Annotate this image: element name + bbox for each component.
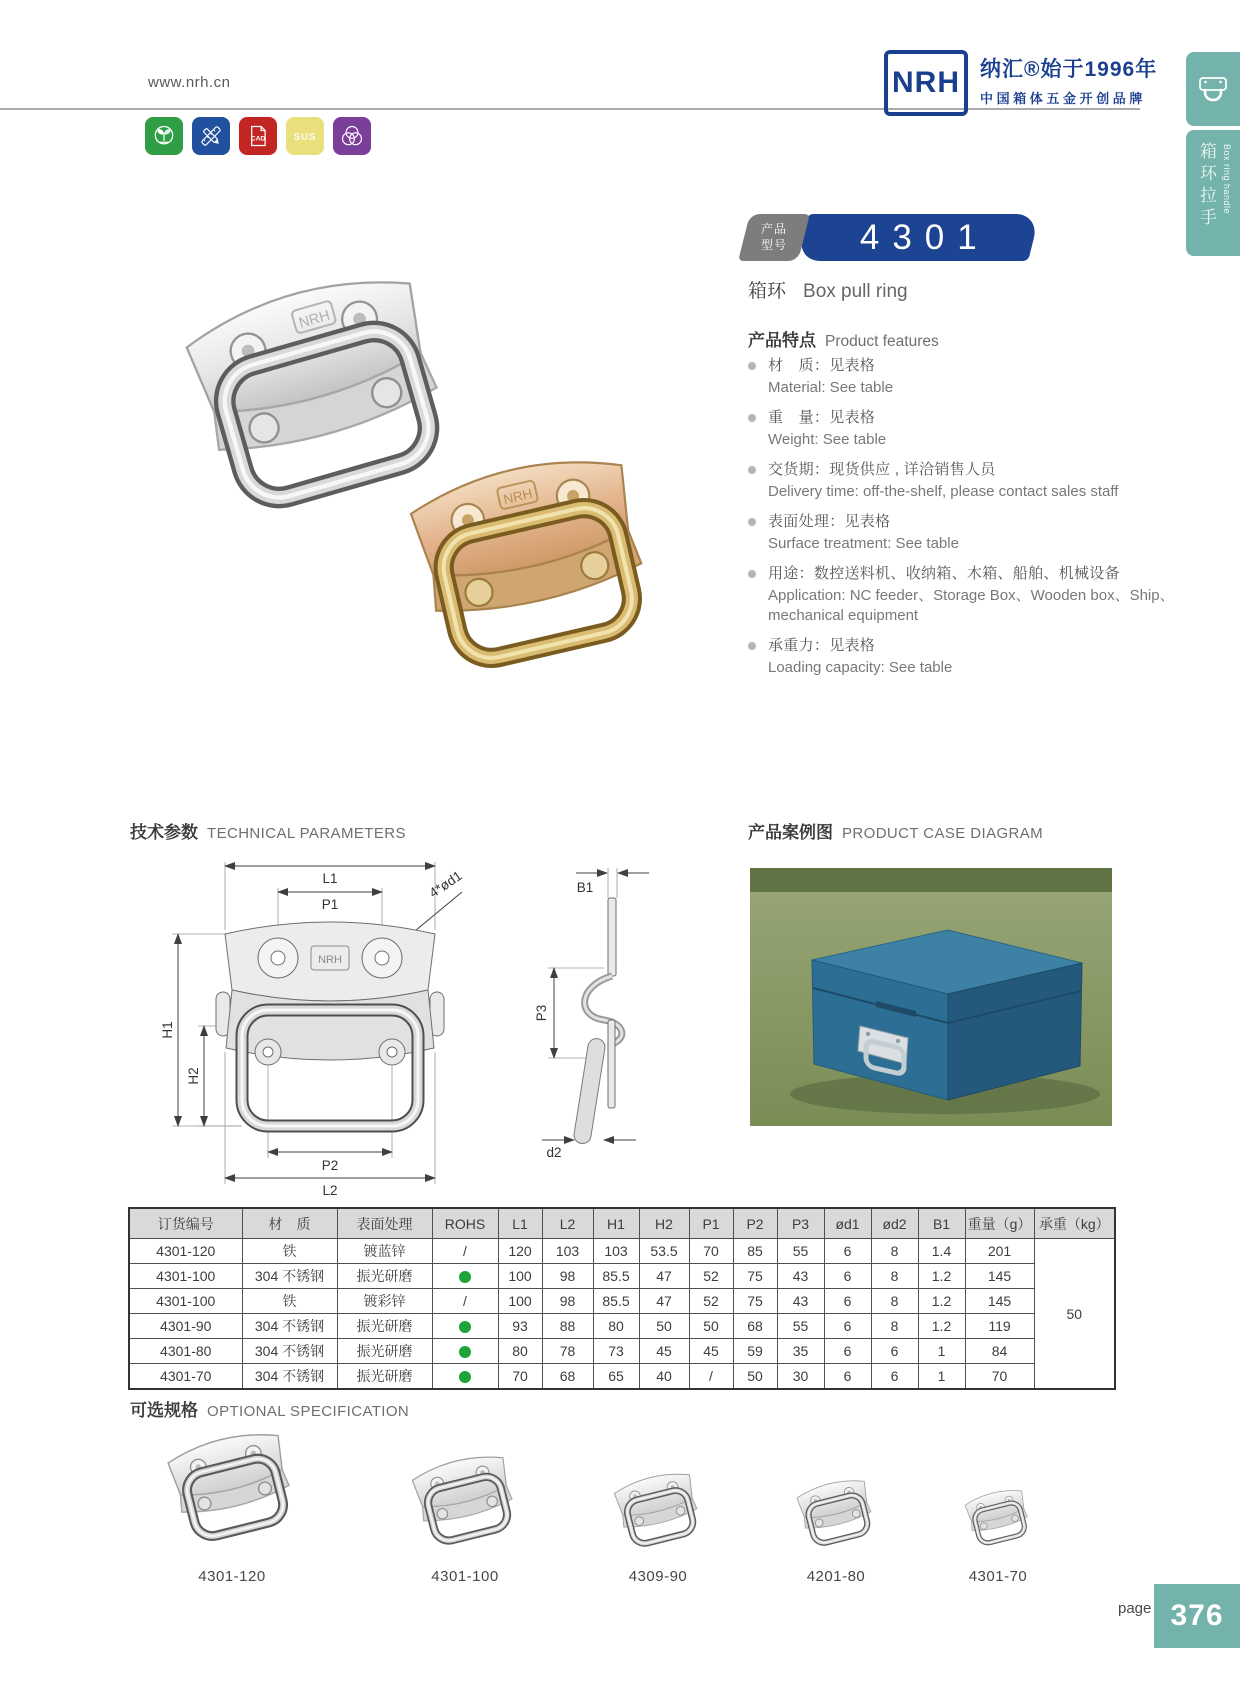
handle-logo-stamp: NRH: [297, 307, 332, 332]
table-row: [129, 1314, 1115, 1339]
feature-item: [748, 636, 1228, 678]
spec-cell: 6: [871, 1364, 918, 1390]
order-number-cell: 4301-80: [129, 1339, 242, 1364]
feature-list: [748, 356, 1228, 688]
order-number-cell: 4301-70: [129, 1364, 242, 1390]
spec-cell: 50: [733, 1364, 777, 1390]
product-name: [748, 276, 908, 303]
side-tab-section: [1186, 130, 1240, 256]
feature-item: [748, 408, 1228, 450]
table-row: [129, 1289, 1115, 1314]
load-capacity-cell: 50: [1034, 1239, 1115, 1390]
dim-d2: d2: [546, 1145, 562, 1160]
spec-cell: 镀蓝锌: [337, 1239, 432, 1264]
drawing-logo-stamp: NRH: [318, 954, 342, 966]
spec-cell: 145: [965, 1264, 1034, 1289]
side-tab-label-en: Box ring handle: [1222, 144, 1232, 215]
spec-cell: 75: [733, 1289, 777, 1314]
optional-handle-image: [600, 1460, 716, 1557]
order-number-cell: 4301-100: [129, 1289, 242, 1314]
bullet-dot: [748, 362, 756, 370]
side-tab-label-zh: 箱环拉手: [1197, 142, 1216, 230]
feature-text-en: Surface treatment: See table: [768, 535, 959, 552]
dim-p3: P3: [534, 1004, 549, 1022]
spec-cell: 40: [639, 1364, 689, 1390]
page-number: 376: [1170, 1599, 1224, 1632]
page-label: page: [1118, 1600, 1152, 1617]
product-photo: [130, 228, 690, 708]
spec-cell: 73: [593, 1339, 639, 1364]
brand-slogan: 纳汇®始于1996年: [980, 58, 1158, 81]
spec-cell: 6: [824, 1339, 871, 1364]
eco-plant-icon: [145, 117, 183, 155]
optional-model-label: 4201-80: [806, 1568, 866, 1585]
spec-cell: 98: [542, 1264, 593, 1289]
spec-cell: 1.4: [918, 1239, 965, 1264]
column-header: H1: [593, 1208, 639, 1239]
optional-model-label: 4301-100: [431, 1568, 499, 1585]
optional-model-label: 4301-120: [198, 1568, 266, 1585]
spec-cell: 振光研磨: [337, 1314, 432, 1339]
tech-params-en: TECHNICAL PARAMETERS: [207, 825, 406, 842]
optional-spec-en: OPTIONAL SPECIFICATION: [207, 1403, 410, 1420]
badge-line2: 型号: [760, 237, 787, 252]
spec-cell: 85.5: [593, 1289, 639, 1314]
dim-hole-note: 4*ød1: [426, 867, 465, 901]
spec-cell: 8: [871, 1289, 918, 1314]
bullet-dot: [748, 518, 756, 526]
spec-cell: 6: [871, 1339, 918, 1364]
case-photo: [750, 868, 1112, 1126]
spec-cell: 120: [498, 1239, 542, 1264]
feature-item: [748, 460, 1228, 502]
column-header: L1: [498, 1208, 542, 1239]
dim-h2: H2: [186, 1067, 201, 1085]
spec-cell: 振光研磨: [337, 1339, 432, 1364]
spec-cell: 59: [733, 1339, 777, 1364]
optional-model-label: 4301-70: [968, 1568, 1028, 1585]
spec-table-body: [129, 1239, 1115, 1390]
spec-cell: 201: [965, 1239, 1034, 1264]
bullet-dot: [748, 466, 756, 474]
model-banner: [796, 214, 1040, 261]
bullet-dot: [748, 414, 756, 422]
column-header: L2: [542, 1208, 593, 1239]
optional-handle-image: [395, 1440, 535, 1557]
spec-table: [128, 1207, 1116, 1390]
badge-line1: 产品: [760, 221, 787, 236]
table-row: [129, 1264, 1115, 1289]
spec-cell: 8: [871, 1264, 918, 1289]
spec-cell: 6: [824, 1314, 871, 1339]
spec-cell: 78: [542, 1339, 593, 1364]
sus-material-icon: [286, 117, 324, 155]
spec-cell: 55: [777, 1314, 824, 1339]
cad-label: CAD: [250, 135, 266, 143]
feature-text-zh: 重 量：见表格: [768, 409, 876, 426]
spec-cell: 47: [639, 1264, 689, 1289]
spec-cell: 304 不锈钢: [242, 1364, 337, 1390]
spec-cell: 35: [777, 1339, 824, 1364]
feature-item: [748, 512, 1228, 554]
case-diagram-heading: [748, 818, 1043, 843]
rohs-pass-dot: [459, 1271, 471, 1283]
spec-cell: 6: [824, 1264, 871, 1289]
spec-cell: 53.5: [639, 1239, 689, 1264]
sus-label: SUS: [293, 131, 317, 143]
feature-text-en: Weight: See table: [768, 431, 887, 448]
cad-file-icon: [239, 117, 277, 155]
spec-cell: 43: [777, 1289, 824, 1314]
feature-text-zh: 材 质：见表格: [768, 357, 876, 374]
spec-cell: 85: [733, 1239, 777, 1264]
column-header: ROHS: [432, 1208, 498, 1239]
spec-cell: 119: [965, 1314, 1034, 1339]
column-header: P2: [733, 1208, 777, 1239]
feature-text-zh: 表面处理：见表格: [768, 513, 891, 530]
model-badge: [738, 214, 810, 261]
spec-cell: 80: [593, 1314, 639, 1339]
features-title-zh: 产品特点: [748, 331, 816, 350]
spec-cell: 80: [498, 1339, 542, 1364]
feature-text-en: Material: See table: [768, 379, 894, 396]
column-header: 重量（g）: [965, 1208, 1034, 1239]
spec-cell: 30: [777, 1364, 824, 1390]
feature-text-en: Application: NC feeder、Storage Box、Wooden box、Ship、mechanical equipment: [768, 587, 1175, 624]
spec-cell: 100: [498, 1289, 542, 1314]
technical-drawing: [130, 840, 690, 1198]
spec-cell: 振光研磨: [337, 1264, 432, 1289]
order-number-cell: 4301-100: [129, 1264, 242, 1289]
rohs-pass-dot: [459, 1321, 471, 1333]
table-row: [129, 1364, 1115, 1390]
dim-b1: B1: [576, 880, 594, 895]
column-header: P3: [777, 1208, 824, 1239]
handle-logo-stamp: NRH: [501, 485, 534, 508]
table-row: [129, 1339, 1115, 1364]
spec-cell: 68: [733, 1314, 777, 1339]
column-header: ød2: [871, 1208, 918, 1239]
feature-text-zh: 用途：数控送料机、收纳箱、木箱、船舶、机械设备: [768, 565, 1120, 582]
spec-cell: 45: [689, 1339, 733, 1364]
nrh-logo: NRH: [884, 50, 968, 116]
spec-cell: 68: [542, 1364, 593, 1390]
case-diagram-zh: 产品案例图: [748, 823, 833, 842]
dim-p1: P1: [321, 897, 339, 912]
spec-cell: 70: [965, 1364, 1034, 1390]
column-header: ød1: [824, 1208, 871, 1239]
spec-cell: 85.5: [593, 1264, 639, 1289]
spec-cell: 45: [639, 1339, 689, 1364]
feature-text-zh: 承重力：见表格: [768, 637, 876, 654]
model-number: 4301: [859, 217, 990, 257]
site-url: www.nrh.cn: [148, 74, 231, 91]
cert-icon-row: [145, 117, 371, 155]
bullet-dot: [748, 570, 756, 578]
spec-cell: 65: [593, 1364, 639, 1390]
rohs-cell: [432, 1364, 498, 1390]
optional-handle-image: [147, 1414, 317, 1556]
spec-cell: 50: [689, 1314, 733, 1339]
spec-cell: 52: [689, 1289, 733, 1314]
column-header: 订货编号: [129, 1208, 242, 1239]
spec-cell: 47: [639, 1289, 689, 1314]
column-header: H2: [639, 1208, 689, 1239]
feature-text-zh: 交货期：现货供应 , 详洽销售人员: [768, 461, 996, 478]
spec-cell: 1: [918, 1339, 965, 1364]
silver-handle-photo: [181, 263, 457, 512]
column-header: 材 质: [242, 1208, 337, 1239]
brand-text: [980, 50, 1157, 107]
spec-cell: 103: [542, 1239, 593, 1264]
optional-model-label: 4309-90: [628, 1568, 688, 1585]
product-name-en: Box pull ring: [803, 281, 908, 302]
dim-h1: H1: [160, 1021, 175, 1039]
tech-params-zh: 技术参数: [130, 823, 198, 842]
spec-cell: 304 不锈钢: [242, 1264, 337, 1289]
feature-item: [748, 356, 1228, 398]
spec-cell: 88: [542, 1314, 593, 1339]
spec-cell: 50: [639, 1314, 689, 1339]
case-diagram-en: PRODUCT CASE DIAGRAM: [842, 825, 1044, 842]
spec-cell: 304 不锈钢: [242, 1314, 337, 1339]
optional-spec-zh: 可选规格: [130, 1401, 198, 1420]
brand-subtitle: 中国箱体五金开创品牌: [980, 91, 1147, 106]
column-header: 表面处理: [337, 1208, 432, 1239]
spec-cell: 103: [593, 1239, 639, 1264]
spec-table-header-row: [129, 1208, 1115, 1239]
spec-cell: 6: [824, 1364, 871, 1390]
spec-cell: 1: [918, 1364, 965, 1390]
spec-cell: 75: [733, 1264, 777, 1289]
feature-text-en: Loading capacity: See table: [768, 659, 953, 676]
brand-logo: [884, 50, 1157, 116]
dim-l2: L2: [322, 1183, 338, 1198]
spec-cell: 84: [965, 1339, 1034, 1364]
spec-cell: 70: [498, 1364, 542, 1390]
rohs-cell: [432, 1264, 498, 1289]
order-number-cell: 4301-90: [129, 1314, 242, 1339]
column-header: P1: [689, 1208, 733, 1239]
spec-cell: 145: [965, 1289, 1034, 1314]
spec-cell: 镀彩锌: [337, 1289, 432, 1314]
order-number-cell: 4301-120: [129, 1239, 242, 1264]
gold-handle-photo: [406, 446, 657, 670]
spec-cell: 振光研磨: [337, 1364, 432, 1390]
spec-cell: 8: [871, 1314, 918, 1339]
spec-cell: 55: [777, 1239, 824, 1264]
spec-cell: 93: [498, 1314, 542, 1339]
rohs-cell: [432, 1314, 498, 1339]
side-tab-category: [1186, 52, 1240, 126]
spec-cell: 1.2: [918, 1289, 965, 1314]
spec-cell: 8: [871, 1239, 918, 1264]
spec-cell: 52: [689, 1264, 733, 1289]
optional-handle-image: [954, 1480, 1042, 1553]
venn-circles-icon: [333, 117, 371, 155]
spec-cell: 铁: [242, 1289, 337, 1314]
features-title-en: Product features: [825, 333, 939, 350]
spec-cell: 1.2: [918, 1314, 965, 1339]
spec-cell: 43: [777, 1264, 824, 1289]
rohs-pass-dot: [459, 1346, 471, 1358]
feature-text-en: Delivery time: off-the-shelf, please contact sales staff: [768, 483, 1119, 500]
rohs-pass-dot: [459, 1371, 471, 1383]
spec-cell: 100: [498, 1264, 542, 1289]
spec-cell: 6: [824, 1289, 871, 1314]
rohs-cell: /: [432, 1239, 498, 1264]
spec-cell: 70: [689, 1239, 733, 1264]
spec-cell: 6: [824, 1239, 871, 1264]
table-row: [129, 1239, 1115, 1264]
spec-cell: 98: [542, 1289, 593, 1314]
dim-l1: L1: [322, 871, 338, 886]
optional-handle-image: [784, 1468, 888, 1555]
box-handle-icon: [1196, 74, 1230, 104]
spec-cell: 304 不锈钢: [242, 1339, 337, 1364]
feature-item: [748, 564, 1228, 626]
features-title: [748, 326, 939, 351]
spec-cell: 铁: [242, 1239, 337, 1264]
design-tools-icon: [192, 117, 230, 155]
dim-p2: P2: [321, 1158, 339, 1173]
product-name-zh: 箱环: [748, 281, 787, 302]
rohs-cell: /: [432, 1289, 498, 1314]
column-header: 承重（kg）: [1034, 1208, 1115, 1239]
column-header: B1: [918, 1208, 965, 1239]
spec-cell: 1.2: [918, 1264, 965, 1289]
page-number-badge: [1154, 1584, 1240, 1648]
rohs-cell: [432, 1339, 498, 1364]
bullet-dot: [748, 642, 756, 650]
spec-cell: /: [689, 1364, 733, 1390]
